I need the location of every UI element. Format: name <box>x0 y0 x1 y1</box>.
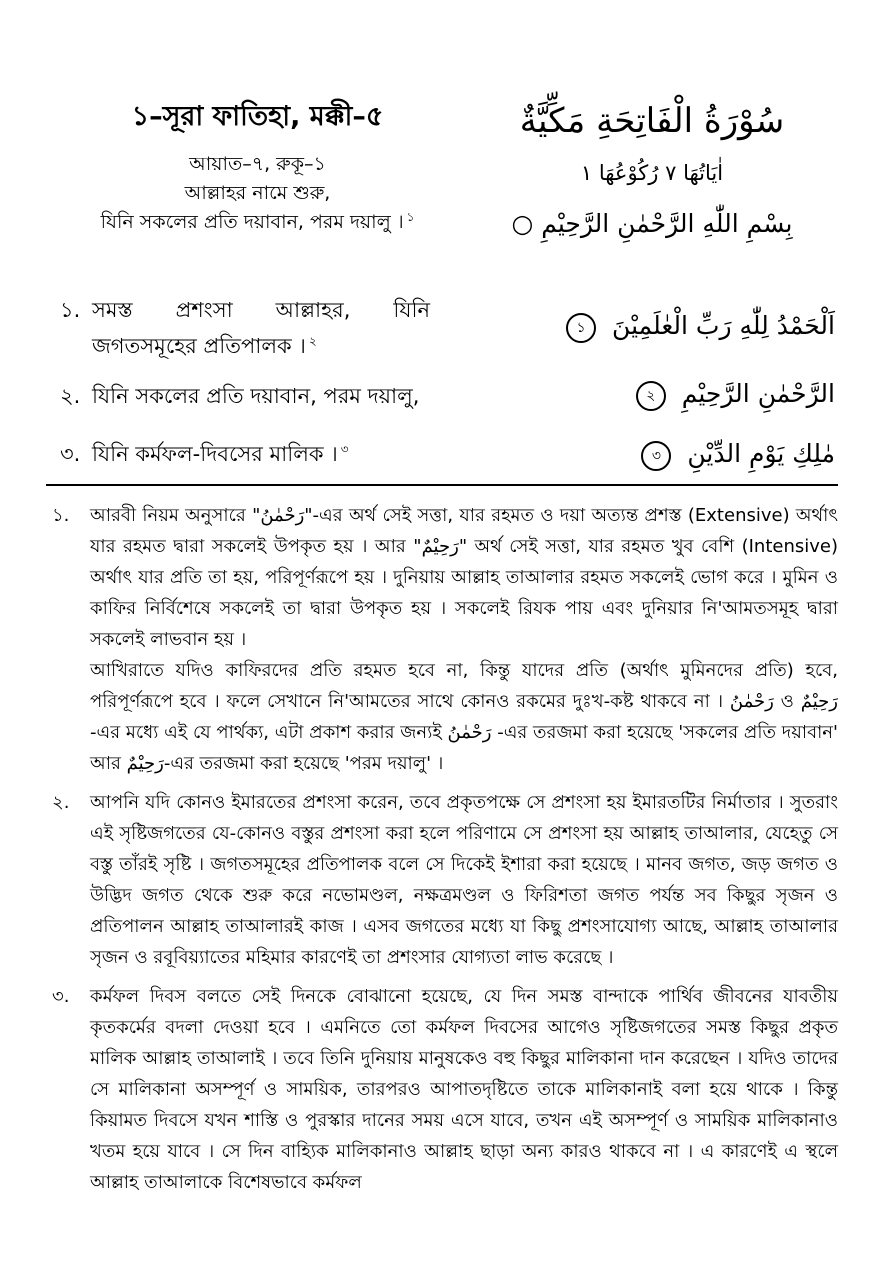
ayah-end-marker-icon: ১ <box>566 313 596 343</box>
verse-text-line2-wrap <box>60 328 430 364</box>
verse-arabic <box>555 434 835 474</box>
footnote-number: ১. <box>52 505 70 526</box>
ayah-end-marker-icon: ৩ <box>641 441 671 471</box>
surah-title-arabic: سُوْرَةُ الْفَاتِحَةِ مَكِّيَّةٌ <box>519 101 785 141</box>
verse-text-line2: জগতসমূহের প্রতিপালক । <box>92 334 306 358</box>
footnote-3 <box>46 981 838 1198</box>
footnote-body <box>90 500 838 779</box>
footnote-paragraph: কর্মফল দিবস বলতে সেই দিনকে বোঝানো হয়েছে, যে দিন সমস্ত বান্দাকে পার্থিব জীবনের যাবতীয় কৃতকর্মের বদলা দেওয়া হবে । এমনিতে তো কর্মফল দিবসের আগেও সৃষ্টিজগতের সমস্ত কিছুর প্রকৃত মালিক আল্লাহ তাআলাই । তবে তিনি দুনিয়ায় মানুষকেও বহু কিছুর মালিকানা দান করেছেন । যদিও তাদের সে মালিকানা অসম্পূর্ণ ও সাময়িক, তারপরও আপাতদৃষ্টিতে তাকে মালিকানাই বলা হয়ে থাকে । কিন্তু কিয়ামত দিবসে যখন শাস্তি ও পুরস্কার দানের সময় এসে যাবে, তখন এই অসম্পূর্ণ ও সাময়িক মালিকানাও খতম হয়ে যাবে । সে দিন বাহ্যিক মালিকানাও আল্লাহ ছাড়া অন্য কারও থাকবে না । এ কারণেই এ স্থলে আল্লাহ তাআলাকে বিশেষভাবে কর্মফল <box>90 986 838 1193</box>
ayah-end-marker-icon: ২ <box>636 381 666 411</box>
verse-number: ১. <box>60 298 81 322</box>
verse-bengali <box>60 378 430 414</box>
verse-arabic-text: الرَّحْمٰنِ الرَّحِيْمِ <box>681 379 835 408</box>
surah-title-bengali: ১–সূরা ফাতিহা, মক্কী–৫ <box>131 101 384 132</box>
verse-text: যিনি কর্মফল-দিবসের মালিক । <box>92 442 338 466</box>
verse-text: যিনি সকলের প্রতি দয়াবান, পরম দয়ালু, <box>92 384 420 408</box>
ayat-ruku-arabic: اٰيَاتُهَا ٧ رُكُوْعُهَا ١ <box>580 161 724 185</box>
footnote-body <box>90 787 838 973</box>
footnote-1 <box>46 500 838 779</box>
divider <box>46 484 838 486</box>
verse-number: ৩. <box>60 442 81 466</box>
bismillah-arabic: بِسْمِ اللّٰهِ الرَّحْمٰنِ الرَّحِيْمِ ○ <box>511 209 793 238</box>
footnote-ref: ৩ <box>340 442 349 456</box>
ayat-ruku-bengali: আয়াত–৭, রুকূ–১ <box>189 153 326 175</box>
verse-arabic-text: اَلْحَمْدُ لِلّٰهِ رَبِّ الْعٰلَمِيْنَ <box>612 311 835 340</box>
verse-bengali <box>60 292 430 364</box>
footnote-ref: ২ <box>308 334 317 348</box>
verse-text-line1: সমস্ত প্রশংসা আল্লাহর, যিনি <box>92 298 430 322</box>
verse-bengali <box>60 436 430 472</box>
verse-number: ২. <box>60 384 81 408</box>
footnote-number: ৩. <box>52 986 70 1007</box>
verse-arabic <box>555 306 835 346</box>
footnotes <box>46 500 838 1198</box>
verse-arabic-text: مٰلِكِ يَوْمِ الدِّيْنِ <box>687 439 835 468</box>
footnote-body <box>90 981 838 1198</box>
verse-arabic <box>555 374 835 414</box>
header-arabic <box>472 96 832 244</box>
footnote-2 <box>46 787 838 973</box>
footnote-paragraph: আরবী নিয়ম অনুসারে "رَحْمٰنُ"-এর অর্থ সেই সত্তা, যার রহমত ও দয়া অত্যন্ত প্রশস্ত (Extensive) অর্থাৎ যার রহমত দ্বারা সকলেই উপকৃত হয় । আর "رَحِيْمٌ" অর্থ সেই সত্তা, যার রহমত খুব বেশি (Intensive) অর্থাৎ যার প্রতি তা হয়, পরিপূর্ণরূপে হয় । দুনিয়ায় আল্লাহ তাআলার রহমত সকলেই ভোগ করে । মুমিন ও কাফির নির্বিশেষে সকলেই তা দ্বারা উপকৃত হয় । সকলেই রিযক পায় এবং দুনিয়ার নি'আমতসমূহ দ্বারা সকলেই লাভবান হয় । <box>90 505 838 650</box>
header-bengali <box>60 100 455 237</box>
bismillah-bengali-line1: আল্লাহর নামে শুরু, <box>184 182 331 204</box>
footnote-number: ২. <box>52 792 70 813</box>
bismillah-bengali-line2 <box>60 208 455 237</box>
footnote-paragraph: আপনি যদি কোনও ইমারতের প্রশংসা করেন, তবে প্রকৃতপক্ষে সে প্রশংসা হয় ইমারতটির নির্মাতার । সুতরাং এই সৃষ্টিজগতের যে-কোনও বস্তুর প্রশংসা করা হলে পরিণামে সে প্রশংসা হয় আল্লাহ তাআলার, যেহেতু সে বস্তু তাঁরই সৃষ্টি । জগতসমূহের প্রতিপালক বলে সে দিকেই ইশারা করা হয়েছে । মানব জগত, জড় জগত ও উদ্ভিদ জগত থেকে শুরু করে নভোমণ্ডল, নক্ষত্রমণ্ডল ও ফিরিশতা জগত পর্যন্ত সব কিছুর সৃজন ও প্রতিপালন আল্লাহ তাআলারই কাজ । এসব জগতের মধ্যে যা কিছু প্রশংসাযোগ্য আছে, আল্লাহ তাআলার সৃজন ও রবূবিয়্যাতের মহিমার কারণেই তা প্রশংসার যোগ্যতা লাভ করেছে । <box>90 792 838 968</box>
footnote-ref: ১ <box>406 209 415 224</box>
bismillah-bengali-text: যিনি সকলের প্রতি দয়াবান, পরম দয়ালু । <box>100 211 404 233</box>
footnote-paragraph: আখিরাতে যদিও কাফিরদের প্রতি রহমত হবে না, কিন্তু যাদের প্রতি (অর্থাৎ মুমিনদের প্রতি) হবে, পরিপূর্ণরূপে হবে । ফলে সেখানে নি'আমতের সাথে কোনও রকমের দুঃখ-কষ্ট থাকবে না । رَحْمٰنُ ও رَحِيْمٌ -এর মধ্যে এই যে পার্থক্য, এটা প্রকাশ করার জন্যই رَحْمٰنُ -এর তরজমা করা হয়েছে 'সকলের প্রতি দয়াবান' আর رَحِيْمٌ-এর তরজমা করা হয়েছে 'পরম দয়ালু' । <box>90 660 838 774</box>
